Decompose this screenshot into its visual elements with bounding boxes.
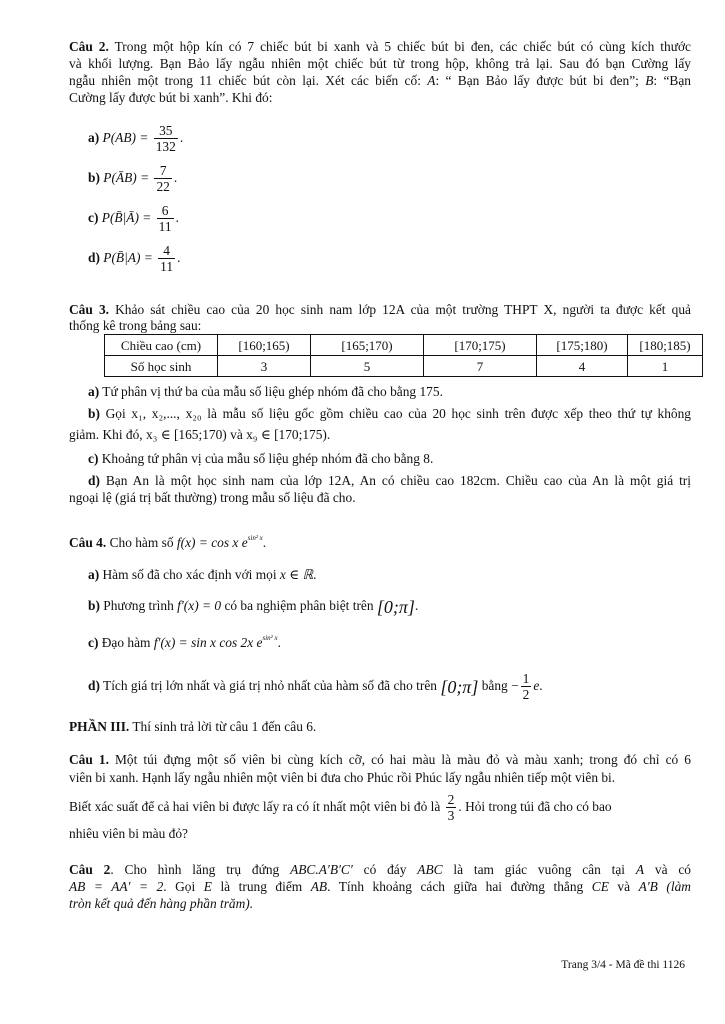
fraction: $\frac{35}{132}$ (155, 123, 176, 155)
table-row-header: Số học sinh (105, 356, 218, 377)
table-cell: 5 (311, 356, 424, 377)
table-cell: 4 (537, 356, 628, 377)
fraction: $\frac{2}{3}$ (447, 792, 455, 824)
table-row (105, 335, 703, 356)
q2-option-b: b) P(ĀB) = $\frac{7}{22}$ . (88, 163, 178, 195)
q4-option-c: c) Đạo hàm f′(x) = sin x cos 2x $e^{sin^2 x}$. (88, 634, 281, 650)
p3q1-line1: Câu 1. Một túi đựng một số viên bi cùng kích cỡ, có hai màu là màu đỏ và màu xanh; trong đó chỉ có 6 (69, 752, 691, 767)
p3q2-line2: AB = AA′ = 2. Gọi E là trung điểm AB. Tính khoảng cách giữa hai đường thẳng CE và A′B (làm (69, 879, 691, 894)
q3-option-d-line2: ngoại lệ (giá trị bất thường) trong mẫu số liệu đã cho. (69, 490, 356, 505)
p3q1-label: Câu 1. (69, 752, 109, 767)
q2-line4: Cường lấy được bút bi xanh”. Khi đó: (69, 90, 273, 105)
table-cell: [180;185) (628, 335, 703, 356)
q3-option-a: a) Tứ phân vị thứ ba của mẫu số liệu ghép nhóm đã cho bằng 175. (88, 384, 443, 399)
table-cell: [165;170) (311, 335, 424, 356)
table-row-header: Chiều cao (cm) (105, 335, 218, 356)
q3-option-b-line2: giảm. Khi đó, x₃ ∈ [165;170) và x₉ ∈ [170;175). (69, 427, 331, 442)
q2-line1: Câu 2. Trong một hộp kín có 7 chiếc bút bi xanh và 5 chiếc bút bi đen, các chiếc bút có cùng kích thước (69, 39, 691, 54)
q4-label: Câu 4. (69, 535, 107, 550)
p3q2-line1: Câu 2. Cho hình lăng trụ đứng ABC.A′B′C′ có đáy ABC là tam giác vuông cân tại A và có (69, 862, 691, 877)
table-cell: 1 (628, 356, 703, 377)
table-cell: 3 (218, 356, 311, 377)
p3q2-label: Câu 2 (69, 862, 111, 877)
q3-line2: thống kê trong bảng sau: (69, 318, 202, 333)
table-cell: 7 (424, 356, 537, 377)
q2-line3: ngẫu nhiên một trong 11 chiếc bút còn lại. Xét các biến cố: A: “ Bạn Bảo lấy được bút bi đen”; B: “Bạn (69, 73, 692, 88)
p3q1-line2: viên bi xanh. Hạnh lấy ngẫu nhiên một viên bi đưa cho Phúc rồi Phúc lấy ngẫu nhiên tiếp một viên bi. (69, 770, 616, 785)
table-row (105, 356, 703, 377)
table-cell: [170;175) (424, 335, 537, 356)
q2-line2: và khối lượng. Bạn Bảo lấy ngẫu nhiên một chiếc bút từ trong hộp, không trả lại. Sau đó bạn Cường lấy (69, 56, 691, 71)
q3-option-d-line1: d) Bạn An là một học sinh nam của lớp 12A, An có chiều cao 182cm. Chiều cao của An là một giá trị (88, 473, 691, 488)
fraction: $\frac{1}{2}$ (522, 671, 530, 703)
part3-heading: PHẦN III. Thí sinh trả lời từ câu 1 đến câu 6. (69, 719, 317, 734)
frequency-table (104, 334, 703, 377)
p3q1-line3: Biết xác suất để cả hai viên bi được lấy ra có ít nhất một viên bi đỏ là $\frac{2}{3}$ . Hỏi trong túi đã cho có bao (69, 792, 612, 824)
p3q2-line3: tròn kết quả đến hàng phần trăm). (69, 896, 254, 911)
q3-line1: Câu 3. Khảo sát chiều cao của 20 học sinh nam lớp 12A của một trường THPT X, người ta được kết quả (69, 302, 691, 317)
q3-option-b-line1: b) Gọi x₁, x₂,..., x₂₀ là mẫu số liệu gốc gồm chiều cao của 20 học sinh trên được xếp theo thứ tự không (88, 406, 691, 421)
q4-option-d: d) Tích giá trị lớn nhất và giá trị nhỏ nhất của hàm số đã cho trên [0;π] bằng − $\frac{1}{2}$ e. (88, 671, 543, 703)
page-footer: Trang 3/4 - Mã đề thi 1126 (561, 959, 685, 971)
q3-label: Câu 3. (69, 302, 109, 317)
table-cell: [160;165) (218, 335, 311, 356)
q4-stem: Câu 4. Cho hàm số f(x) = cos x $e^{sin^2 x}$. (69, 534, 267, 550)
q2-option-c: c) P(B̄|Ā) = $\frac{6}{11}$ . (88, 203, 179, 235)
q4-option-b: b) Phương trình f′(x) = 0 có ba nghiệm phân biệt trên [0;π]. (88, 597, 419, 617)
fraction: $\frac{6}{11}$ (158, 203, 172, 235)
table-cell: [175;180) (537, 335, 628, 356)
q2-option-a: a) P(AB) = $\frac{35}{132}$ . (88, 123, 184, 155)
fraction: $\frac{4}{11}$ (160, 243, 174, 275)
q3-option-c: c) Khoảng tứ phân vị của mẫu số liệu ghép nhóm đã cho bằng 8. (88, 451, 434, 466)
p3q1-line4: nhiêu viên bi màu đỏ? (69, 826, 188, 841)
q2-option-d: d) P(B̄|A) = $\frac{4}{11}$ . (88, 243, 181, 275)
q4-option-a: a) Hàm số đã cho xác định với mọi x ∈ ℝ. (88, 567, 317, 582)
fraction: $\frac{7}{22}$ (156, 163, 170, 195)
q2-label: Câu 2. (69, 39, 109, 54)
